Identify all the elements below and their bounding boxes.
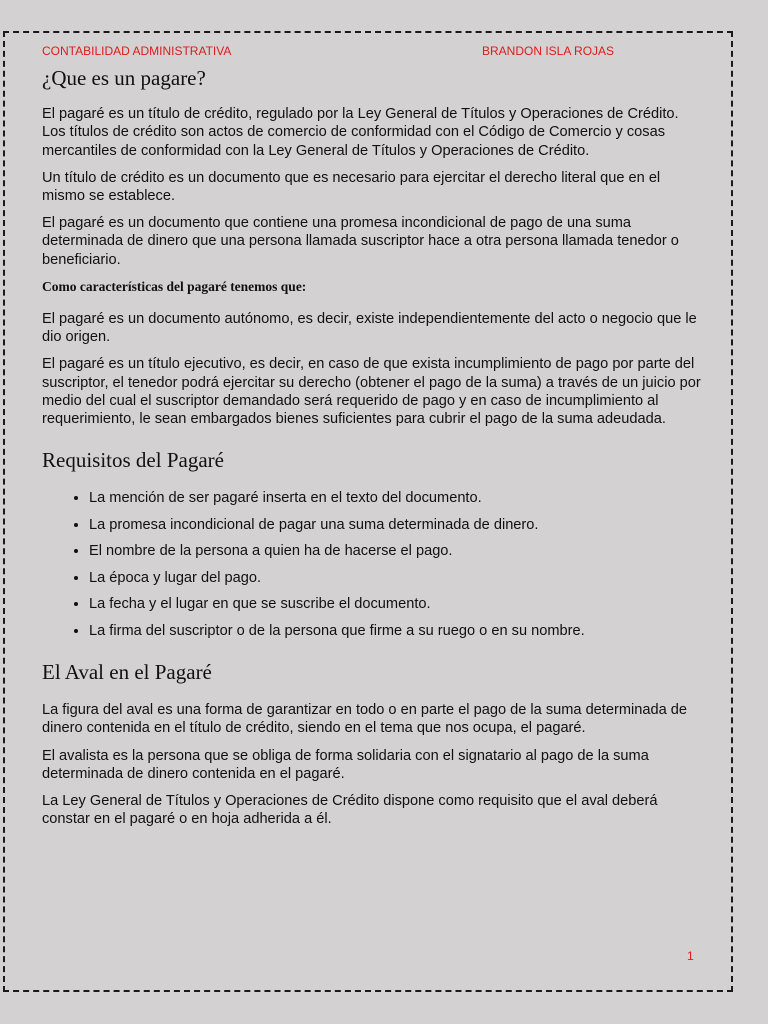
list-item: • La mención de ser pagaré inserta en el texto del documento. xyxy=(89,489,702,507)
characteristic-paragraph-2: El pagaré es un título ejecutivo, es decir, en caso de que exista incumplimiento de pago por parte del suscriptor, el tenedor podrá ejercitar su derecho (obtener el pago de la suma) a través de un juicio por medio del cual el suscriptor demandado será requerido de pago y en caso de incumplimiento al requerimiento, le sean embargados bienes suficientes para cubrir el pago de la suma adeudada. xyxy=(42,356,701,428)
aval-paragraph-3: La Ley General de Títulos y Operaciones de Crédito dispone como requisito que el aval deberá constar en el pagaré o en hoja adherida a él. xyxy=(42,792,658,828)
list-item: • La promesa incondicional de pagar una suma determinada de dinero. xyxy=(89,516,702,534)
intro-paragraph-3: El pagaré es un documento que contiene una promesa incondicional de pago de una suma determinada de dinero que una persona llamada suscriptor hace a otra persona llamada tenedor o beneficiario. xyxy=(42,215,679,268)
list-item: • La época y lugar del pago. xyxy=(89,569,702,587)
list-item: • El nombre de la persona a quien ha de hacerse el pago. xyxy=(89,542,702,560)
aval-paragraph-1: La figura del aval es una forma de garantizar en todo o en parte el pago de la suma determinada de dinero contenida en el título de crédito, siendo en el tema que nos ocupa, el pagaré. xyxy=(42,702,687,737)
header-author-name: BRANDON ISLA ROJAS xyxy=(482,44,615,58)
page-title: ¿Que es un pagare? xyxy=(42,66,206,90)
header-course-title: CONTABILIDAD ADMINISTRATIVA xyxy=(42,44,232,58)
aval-paragraph-2: El avalista es la persona que se obliga de forma solidaria con el signatario al pago de la suma determinada de dinero contenida en el pagaré. xyxy=(42,747,649,782)
characteristics-heading: Como características del pagaré tenemos que: xyxy=(42,278,307,294)
page-number: 1 xyxy=(687,949,694,963)
list-item: • La fecha y el lugar en que se suscribe el documento. xyxy=(89,595,702,613)
characteristic-paragraph-1: El pagaré es un documento autónomo, es decir, existe independientemente del acto o negocio que le dio origen. xyxy=(42,311,697,346)
intro-paragraph-2: Un título de crédito es un documento que es necesario para ejercitar el derecho literal que en el mismo se establece. xyxy=(42,169,661,204)
aval-heading: El Aval en el Pagaré xyxy=(42,659,212,684)
document-body xyxy=(42,66,702,837)
list-item: • La firma del suscriptor o de la persona que firme a su ruego o en su nombre. xyxy=(89,622,702,640)
intro-paragraph-1: El pagaré es un título de crédito, regulado por la Ley General de Títulos y Operaciones de Crédito. Los títulos de crédito son actos de comercio de conformidad con el Código de Comercio y cosas mercantiles de conformidad con la Ley General de Títulos y Operaciones de Crédito. xyxy=(42,106,679,159)
requisitos-heading: Requisitos del Pagaré xyxy=(42,448,224,473)
requisitos-list xyxy=(42,489,702,640)
